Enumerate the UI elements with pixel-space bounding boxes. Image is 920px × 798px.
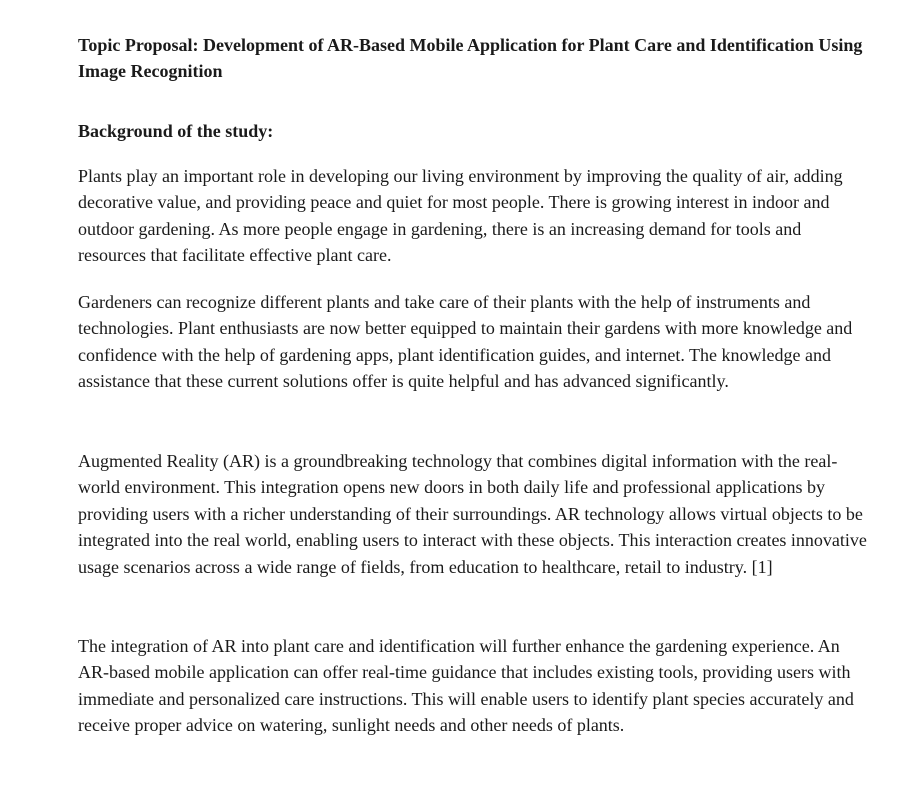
paragraph-4: The integration of AR into plant care and identification will further enhance the gardening experience. An AR-based mobile application can offer real-time guidance that includes existing tools, providing users with immediate and personalized care instructions. This will enable users to identify plant species accurately and receive proper advice on watering, sunlight needs and other needs of plants. xyxy=(78,636,854,736)
paragraph-1: Plants play an important role in developing our living environment by improving the quality of air, adding decorative value, and providing peace and quiet for most people. There is growing interest in indoor and outdoor gardening. As more people engage in gardening, there is an increasing demand for tools and resources that facilitate effective plant care. xyxy=(78,166,843,266)
paragraph-2: Gardeners can recognize different plants and take care of their plants with the help of instruments and technologies. Plant enthusiasts are now better equipped to maintain their gardens with more knowledge and confidence with the help of gardening apps, plant identification guides, and internet. The knowledge and assistance that these current solutions offer is quite helpful and has advanced significantly. xyxy=(78,292,853,392)
document-body xyxy=(78,32,868,736)
paragraph-3: Augmented Reality (AR) is a groundbreaking technology that combines digital information with the real-world environment. This integration opens new doors in both daily life and professional applications by providing users with a richer understanding of their surroundings. AR technology allows virtual objects to be integrated into the real world, enabling users to interact with these objects. This interaction creates innovative usage scenarios across a wide range of fields, from education to healthcare, retail to industry. [1] xyxy=(78,451,867,577)
section-heading: Background of the study: xyxy=(78,121,274,141)
document-title: Topic Proposal: Development of AR-Based Mobile Application for Plant Care and Identification Using Image Recognition xyxy=(78,35,863,81)
